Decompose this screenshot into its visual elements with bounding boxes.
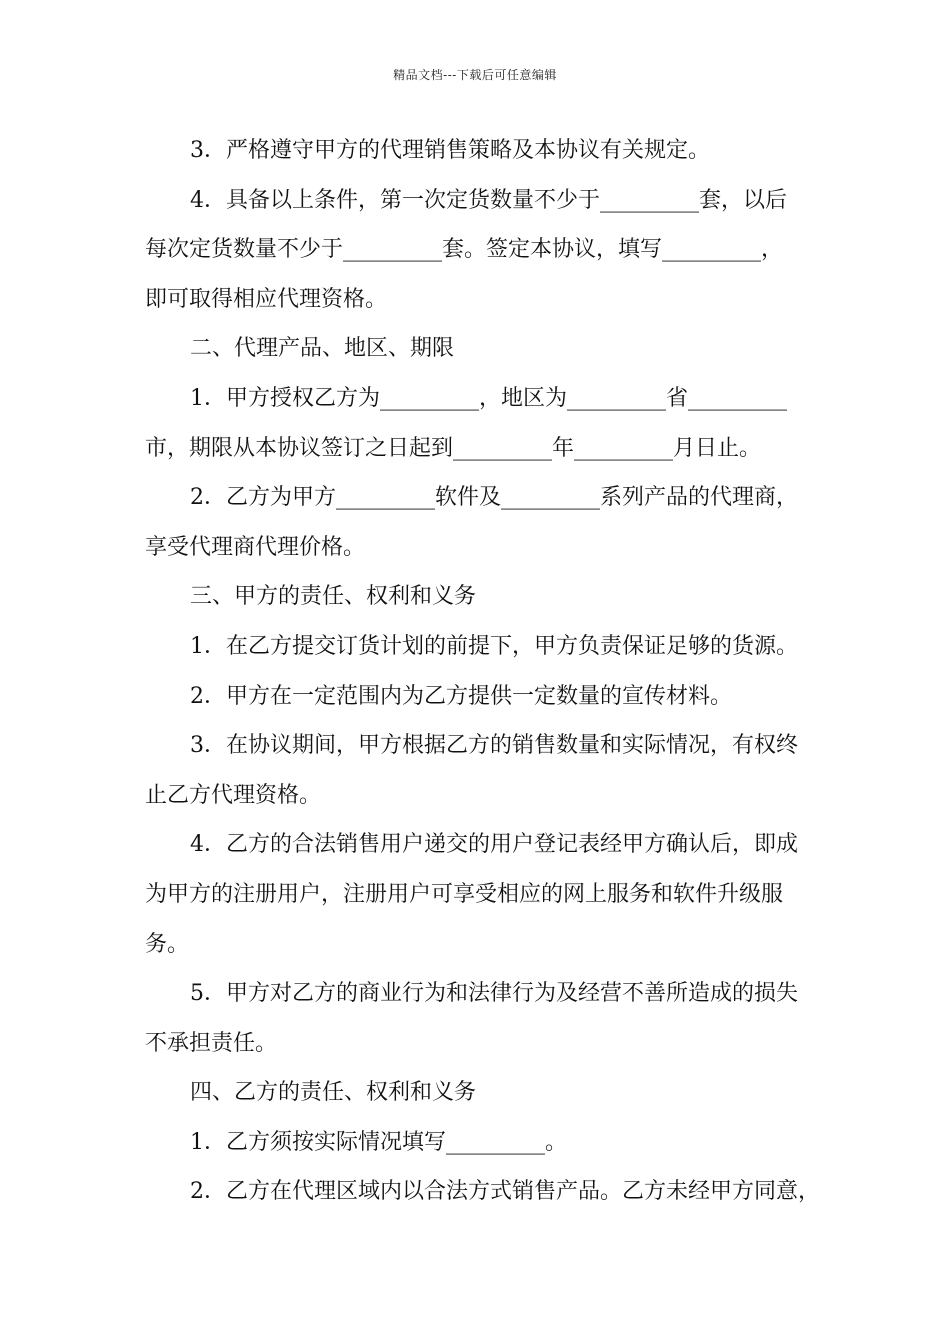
clause-3-1-supply — [145, 622, 825, 672]
clause-3-2-promo-material — [145, 672, 825, 722]
clause-2-2-agent-products — [145, 473, 825, 572]
text-line: 3．严格遵守甲方的代理销售策略及本协议有关规定。 — [190, 138, 710, 163]
section-heading-4 — [145, 1068, 825, 1118]
text-line: 4．乙方的合法销售用户递交的用户登记表经甲方确认后，即成 — [190, 832, 798, 858]
text-line: 5．甲方对乙方的商业行为和法律行为及经营不善所造成的损失 — [190, 981, 798, 1007]
text-line: 4．具备以上条件，第一次定货数量不少于_________套，以后 — [190, 187, 787, 213]
text-line: 务。 — [145, 931, 190, 957]
text-line: 2．甲方在一定范围内为乙方提供一定数量的宣传材料。 — [190, 683, 732, 709]
page-header: 精品文档---下载后可任意编辑 — [393, 68, 557, 82]
section-heading-2 — [145, 324, 825, 374]
clause-4-order-quantity — [145, 176, 825, 325]
text-line: 每次定货数量不少于_________套。签定本协议，填写_________， — [145, 237, 784, 263]
text-line: 为甲方的注册用户，注册用户可享受相应的网上服务和软件升级服 — [145, 881, 784, 907]
text-line: 市，期限从本协议签订之日起到_________年_________月日止。 — [145, 435, 762, 461]
text-line: 不承担责任。 — [145, 1030, 278, 1056]
clause-2-1-authorization — [145, 374, 825, 473]
document-body — [145, 126, 825, 1217]
heading-text: 四、乙方的责任、权利和义务 — [190, 1080, 477, 1106]
text-line: 即可取得相应代理资格。 — [145, 286, 388, 312]
text-line: 3．在协议期间，甲方根据乙方的销售数量和实际情况，有权终 — [190, 733, 798, 759]
text-line: 1．甲方授权乙方为_________，地区为_________省_________ — [190, 385, 787, 411]
heading-text: 二、代理产品、地区、期限 — [190, 336, 455, 362]
text-line: 1．在乙方提交订货计划的前提下，甲方负责保证足够的货源。 — [190, 633, 798, 659]
clause-3-3-termination — [145, 721, 825, 820]
clause-3-5-liability — [145, 969, 825, 1068]
text-line: 2．乙方在代理区域内以合法方式销售产品。乙方未经甲方同意， — [190, 1179, 820, 1205]
text-line: 2．乙方为甲方_________软件及_________系列产品的代理商， — [190, 485, 798, 511]
clause-3-4-registration — [145, 820, 825, 969]
clause-3-comply-policy — [145, 126, 825, 176]
text-line: 1．乙方须按实际情况填写_________。 — [190, 1129, 567, 1155]
section-heading-3 — [145, 572, 825, 622]
text-line: 止乙方代理资格。 — [145, 782, 322, 808]
clause-4-2-legal-sales — [145, 1167, 825, 1217]
clause-4-1-fill-in — [145, 1118, 825, 1168]
text-line: 享受代理商代理价格。 — [145, 534, 366, 560]
heading-text: 三、甲方的责任、权利和义务 — [190, 584, 477, 610]
